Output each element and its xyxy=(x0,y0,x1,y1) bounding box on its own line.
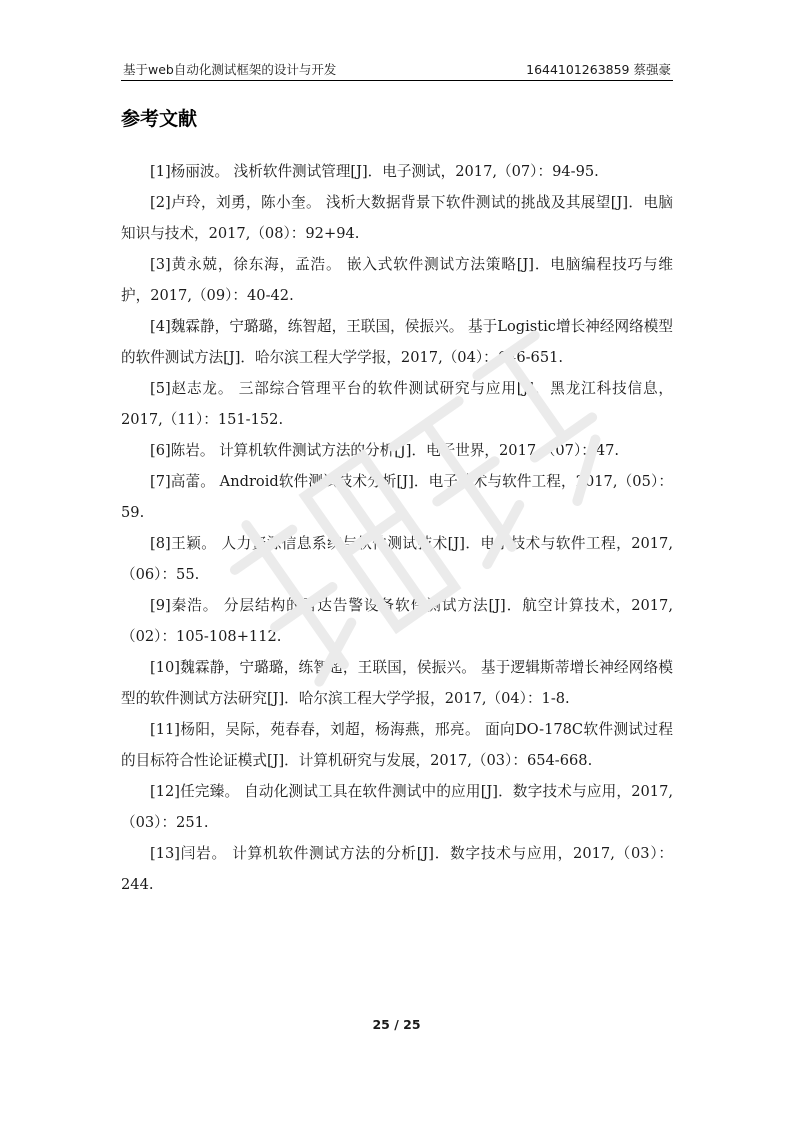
reference-item: [6]陈岩。 计算机软件测试方法的分析[J]．电子世界，2017,（07）：47. xyxy=(150,442,620,459)
reference-item: [12]任完臻。 自动化测试工具在软件测试中的应用[J]．数字技术与应用，2017,（03）：251. xyxy=(121,783,673,831)
reference-item: [1]杨丽波。 浅析软件测试管理[J]．电子测试，2017,（07）：94-95. xyxy=(150,163,599,180)
reference-item: [10]魏霖静，宁璐璐，练智超，王联国，侯振兴。 基于逻辑斯蒂增长神经网络模型的软件测试方法研究[J]．哈尔滨工程大学学报，2017,（04）：1-8. xyxy=(121,659,673,707)
reference-item: [4]魏霖静，宁璐璐，练智超，王联国，侯振兴。 基于Logistic增长神经网络模型的软件测试方法[J]．哈尔滨工程大学学报，2017,（04）：646-651. xyxy=(121,318,673,366)
reference-item: [8]王颖。 人力资源信息系统与软件测试技术[J]．电子技术与软件工程，2017,（06）：55. xyxy=(121,535,673,583)
reference-item: [13]闫岩。 计算机软件测试方法的分析[J]．数字技术与应用，2017,（03）：244. xyxy=(121,845,673,893)
reference-item: [2]卢玲，刘勇，陈小奎。 浅析大数据背景下软件测试的挑战及其展望[J]．电脑知识与技术，2017,（08）：92+94. xyxy=(121,194,673,242)
reference-item: [9]秦浩。 分层结构的雷达告警设备软件测试方法[J]．航空计算技术，2017,（02）：105-108+112. xyxy=(121,597,673,645)
reference-item: [7]高蕾。 Android软件测试技术分析[J]．电子技术与软件工程，2017,（05）：59. xyxy=(121,473,673,521)
page-number: 25 / 25 xyxy=(372,1017,421,1032)
section-title: 参考文献 xyxy=(121,108,198,130)
reference-item: [3]黄永兢，徐东海，孟浩。 嵌入式软件测试方法策略[J]．电脑编程技巧与维护，2017,（09）：40-42. xyxy=(121,256,673,304)
page-header xyxy=(121,58,673,81)
reference-list xyxy=(121,156,673,900)
header-thesis-title: 基于web自动化测试框架的设计与开发 xyxy=(123,62,337,77)
header-author-id: 1644101263859 蔡强豪 xyxy=(526,62,671,77)
reference-item: [11]杨阳，吴际，苑春春，刘超，杨海燕，邢亮。 面向DO-178C软件测试过程的目标符合性论证模式[J]．计算机研究与发展，2017,（03）：654-668. xyxy=(121,721,673,769)
reference-item: [5]赵志龙。 三部综合管理平台的软件测试研究与应用[J]．黑龙江科技信息，2017,（11）：151-152. xyxy=(121,380,673,428)
